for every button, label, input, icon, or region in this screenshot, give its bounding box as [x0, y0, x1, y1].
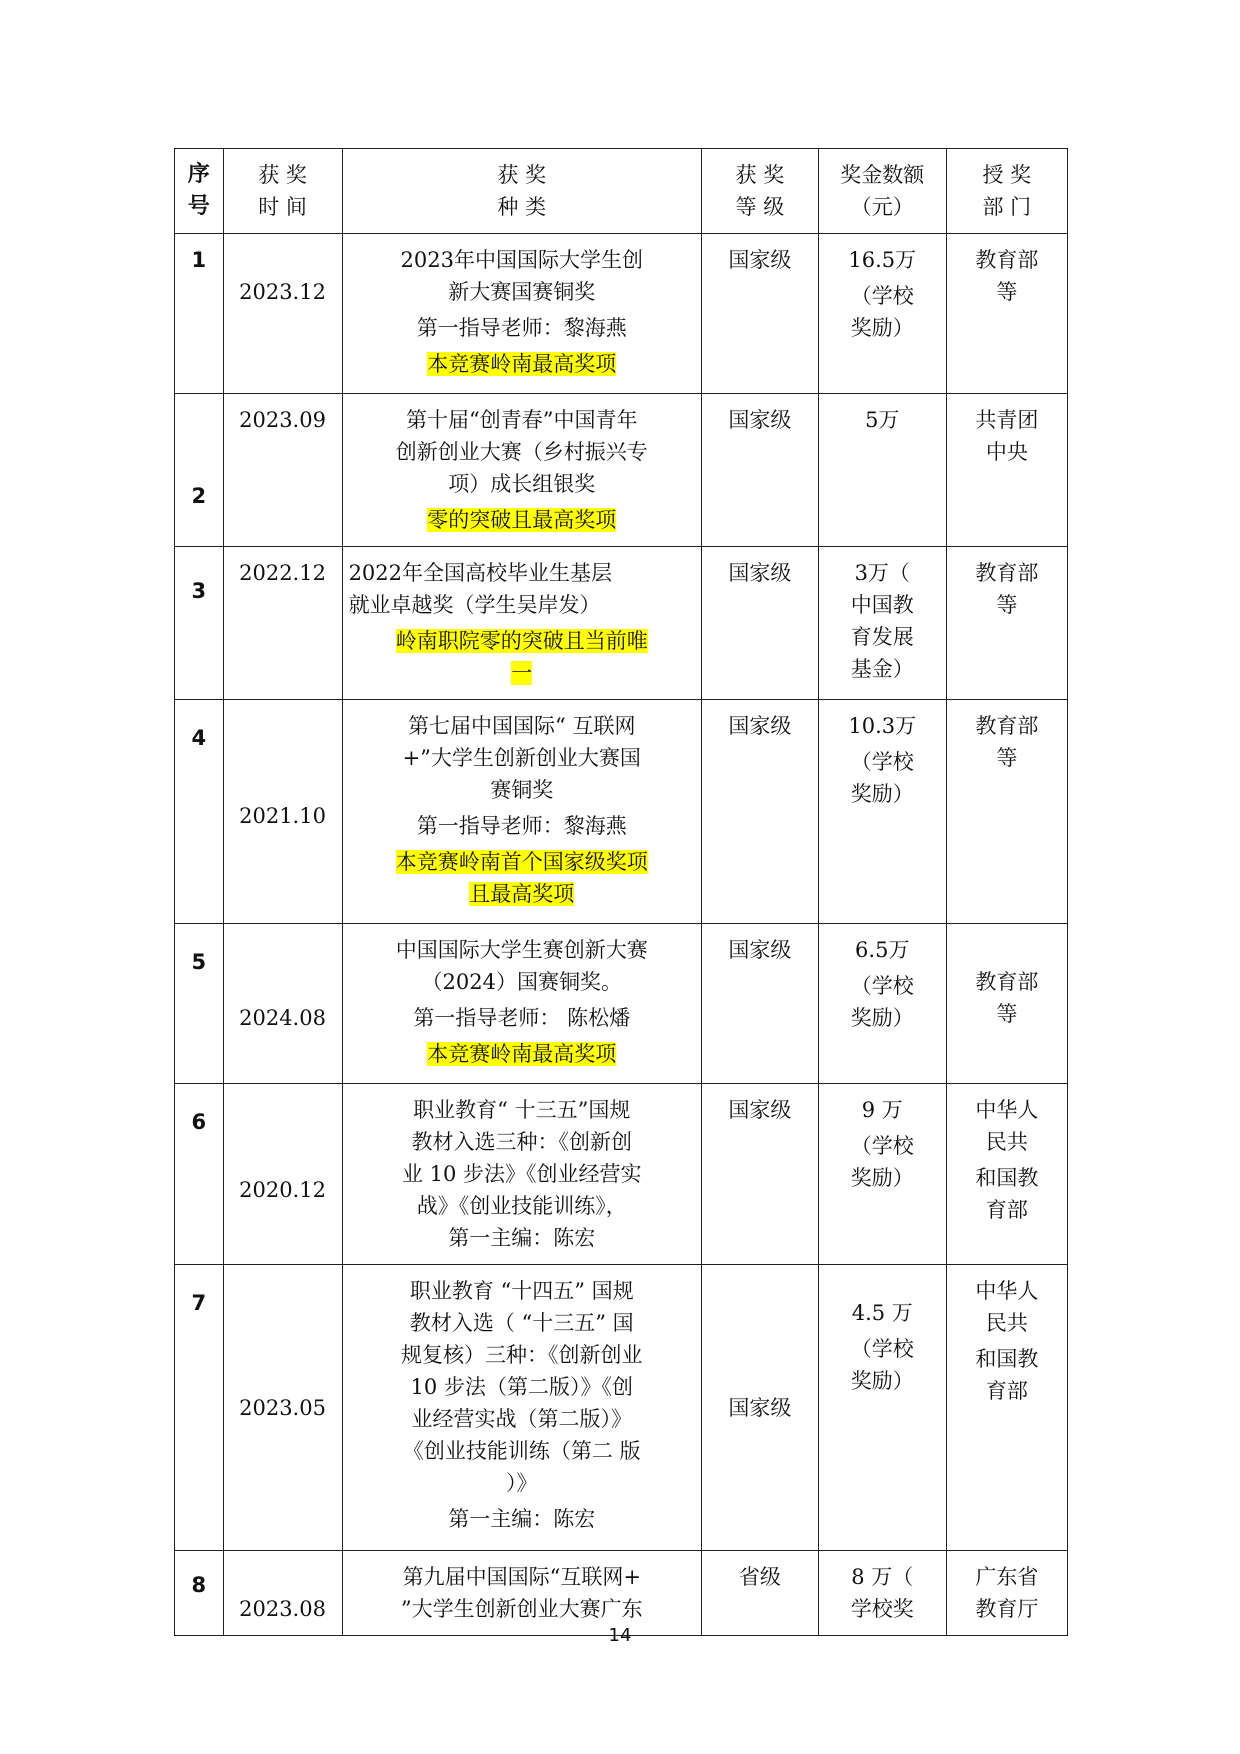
amount-line: 9 万 — [861, 1098, 903, 1122]
header-level-line: 等 级 — [735, 195, 785, 219]
row-no: 2 — [175, 394, 224, 547]
row-kind — [342, 1265, 701, 1551]
dept-line: 教育厅 — [975, 1597, 1039, 1621]
dept-line: 共青团 — [975, 408, 1039, 432]
page-number: 14 — [608, 1625, 632, 1646]
header-no — [175, 149, 224, 234]
amount-line: 学校奖 — [850, 1597, 914, 1621]
kind-line: 项）成长组银奖 — [448, 472, 596, 496]
amount-line: （学校 — [850, 1134, 914, 1158]
kind-line: 创新创业大赛（乡村振兴专 — [395, 440, 648, 464]
row-time — [223, 1551, 342, 1636]
dept-line: 教育部 — [975, 561, 1039, 585]
row-no: 7 — [175, 1265, 224, 1551]
header-level — [701, 149, 818, 234]
row-time-value: 2023.12 — [239, 280, 326, 304]
row-amount — [818, 1084, 946, 1265]
row-time-value: 2023.08 — [239, 1597, 326, 1621]
kind-line: 业经营实战（第二版）》 — [411, 1407, 632, 1431]
dept-line: 等 — [996, 1002, 1018, 1026]
amount-line: 8 万（ — [851, 1565, 914, 1589]
table-row — [175, 700, 1068, 924]
highlight-note: 本竞赛岭南最高奖项 — [427, 352, 617, 376]
header-row — [175, 149, 1068, 234]
kind-line: ）》 — [506, 1471, 538, 1495]
header-kind-line: 种 类 — [497, 195, 547, 219]
kind-line: 职业教育“ 十三五”国规 — [413, 1098, 631, 1122]
header-dept-line: 部 门 — [982, 195, 1032, 219]
row-amount — [818, 547, 946, 700]
kind-line: 第九届中国国际“互联网+ — [402, 1565, 641, 1589]
kind-line: 第一指导老师：黎海燕 — [416, 316, 627, 340]
row-kind — [342, 1084, 701, 1265]
dept-line: 教育部 — [975, 970, 1039, 994]
row-level: 国家级 — [701, 234, 818, 394]
header-amount-line: （元） — [850, 195, 914, 219]
kind-line: +”大学生创新创业大赛国 — [402, 746, 641, 770]
kind-line: 第一指导老师： 陈松燔 — [413, 1006, 631, 1030]
header-time-line: 时 间 — [258, 195, 307, 219]
dept-line: 育部 — [985, 1198, 1028, 1222]
highlight-note: 且最高奖项 — [469, 882, 575, 906]
table-row — [175, 547, 1068, 700]
header-dept — [946, 149, 1067, 234]
table-row — [175, 1265, 1068, 1551]
dept-line: 育部 — [985, 1379, 1028, 1403]
amount-line: 奖励） — [850, 1166, 914, 1190]
dept-line: 等 — [996, 280, 1018, 304]
row-kind — [342, 234, 701, 394]
amount-line: 奖励） — [850, 1369, 914, 1393]
row-dept — [946, 234, 1067, 394]
amount-line: 育发展 — [850, 625, 914, 649]
row-level: 国家级 — [701, 700, 818, 924]
row-dept — [946, 394, 1067, 547]
row-kind — [342, 924, 701, 1084]
kind-line: 第十届“创青春”中国青年 — [406, 408, 638, 432]
dept-line: 中华人 — [975, 1279, 1039, 1303]
dept-line: 等 — [996, 593, 1018, 617]
row-level: 国家级 — [701, 547, 818, 700]
row-no: 8 — [175, 1551, 224, 1636]
header-level-line: 获 奖 — [735, 163, 785, 187]
row-dept — [946, 1084, 1067, 1265]
row-time-value: 2024.08 — [239, 1006, 326, 1030]
table-row — [175, 234, 1068, 394]
header-no-line: 序 — [187, 162, 210, 187]
kind-line: 10 步法（第二版）》《创 — [410, 1375, 633, 1399]
highlight-note: 一 — [511, 661, 533, 685]
row-time-value: 2021.10 — [239, 804, 326, 828]
dept-line: 等 — [996, 746, 1018, 770]
kind-line: 2022年全国高校毕业生基层 — [348, 561, 613, 585]
dept-line: 教育部 — [975, 248, 1039, 272]
dept-line: 中华人 — [975, 1098, 1039, 1122]
row-kind — [342, 547, 701, 700]
row-amount: 5万 — [818, 394, 946, 547]
kind-line: 中国国际大学生赛创新大赛 — [395, 938, 648, 962]
dept-line: 广东省 — [975, 1565, 1039, 1589]
row-no: 6 — [175, 1084, 224, 1265]
row-dept — [946, 1265, 1067, 1551]
kind-line: 第一指导老师：黎海燕 — [416, 814, 627, 838]
header-time-line: 获 奖 — [258, 163, 307, 187]
row-amount — [818, 234, 946, 394]
row-time — [223, 924, 342, 1084]
dept-line: 和国教 — [975, 1347, 1039, 1371]
dept-line: 民共 — [985, 1130, 1028, 1154]
kind-line: 就业卓越奖（学生吴岸发） — [348, 593, 601, 617]
row-dept — [946, 700, 1067, 924]
row-level: 国家级 — [701, 1084, 818, 1265]
kind-line: 职业教育 “十四五” 国规 — [409, 1279, 634, 1303]
row-amount — [818, 1551, 946, 1636]
row-no: 5 — [175, 924, 224, 1084]
header-kind — [342, 149, 701, 234]
kind-line: 新大赛国赛铜奖 — [448, 280, 596, 304]
row-dept — [946, 924, 1067, 1084]
dept-line: 教育部 — [975, 714, 1039, 738]
kind-line: 第一主编：陈宏 — [448, 1226, 596, 1250]
row-kind — [342, 1551, 701, 1636]
row-time: 2023.09 — [223, 394, 342, 547]
kind-line: 战》《创业技能训练》， — [416, 1194, 627, 1218]
kind-line: 业 10 步法》《创业经营实 — [401, 1162, 642, 1186]
kind-line: 赛铜奖 — [490, 778, 554, 802]
table-row — [175, 1084, 1068, 1265]
awards-table — [174, 148, 1068, 1636]
kind-line: （2024）国赛铜奖。 — [421, 970, 622, 994]
amount-line: 3万（ — [854, 561, 910, 585]
row-time — [223, 1084, 342, 1265]
highlight-note: 岭南职院零的突破且当前唯 — [395, 629, 648, 653]
header-amount-line: 奖金数额 — [840, 163, 925, 187]
amount-line: （学校 — [850, 284, 914, 308]
row-time — [223, 700, 342, 924]
row-level: 国家级 — [701, 924, 818, 1084]
row-level: 省级 — [701, 1551, 818, 1636]
row-kind — [342, 700, 701, 924]
kind-line: 教材入选（ “十三五” 国 — [409, 1311, 634, 1335]
amount-line: 6.5万 — [855, 938, 910, 962]
amount-line: （学校 — [850, 750, 914, 774]
kind-line: 第七届中国国际“ 互联网 — [408, 714, 636, 738]
kind-line: 第一主编：陈宏 — [448, 1507, 596, 1531]
dept-line: 民共 — [985, 1311, 1028, 1335]
row-amount — [818, 1265, 946, 1551]
row-time: 2022.12 — [223, 547, 342, 700]
kind-line: 规复核）三种：《创新创业 — [401, 1343, 643, 1367]
amount-line: 10.3万 — [848, 714, 917, 738]
amount-line: （学校 — [850, 974, 914, 998]
table-row — [175, 924, 1068, 1084]
dept-line: 和国教 — [975, 1166, 1039, 1190]
kind-line: 2023年中国国际大学生创 — [400, 248, 643, 272]
amount-line: 4.5 万 — [851, 1301, 913, 1325]
row-amount — [818, 700, 946, 924]
kind-line: 教材入选三种：《创新创 — [411, 1130, 632, 1154]
row-kind — [342, 394, 701, 547]
header-no-line: 号 — [187, 194, 210, 219]
row-no: 4 — [175, 700, 224, 924]
amount-line: 基金） — [850, 657, 914, 681]
row-dept — [946, 547, 1067, 700]
row-no: 1 — [175, 234, 224, 394]
table-row — [175, 1551, 1068, 1636]
highlight-note: 本竞赛岭南首个国家级奖项 — [395, 850, 648, 874]
header-dept-line: 授 奖 — [982, 163, 1032, 187]
header-time — [223, 149, 342, 234]
row-amount — [818, 924, 946, 1084]
row-level: 国家级 — [701, 1265, 818, 1551]
header-amount — [818, 149, 946, 234]
row-no: 3 — [175, 547, 224, 700]
kind-line: ”大学生创新创业大赛广东 — [400, 1597, 643, 1621]
amount-line: 奖励） — [850, 782, 914, 806]
row-time-value: 2020.12 — [239, 1178, 326, 1202]
amount-line: 16.5万 — [848, 248, 917, 272]
row-time: 2023.05 — [223, 1265, 342, 1551]
amount-line: 奖励） — [850, 1006, 914, 1030]
amount-line: 中国教 — [850, 593, 914, 617]
highlight-note: 零的突破且最高奖项 — [427, 508, 617, 532]
amount-line: 奖励） — [850, 316, 914, 340]
row-time — [223, 234, 342, 394]
kind-line: 《创业技能训练（第二 版 — [402, 1439, 641, 1463]
amount-line: （学校 — [850, 1337, 914, 1361]
dept-line: 中央 — [985, 440, 1028, 464]
header-kind-line: 获 奖 — [497, 163, 547, 187]
row-level: 国家级 — [701, 394, 818, 547]
table-row — [175, 394, 1068, 547]
row-dept — [946, 1551, 1067, 1636]
highlight-note: 本竞赛岭南最高奖项 — [427, 1042, 617, 1066]
